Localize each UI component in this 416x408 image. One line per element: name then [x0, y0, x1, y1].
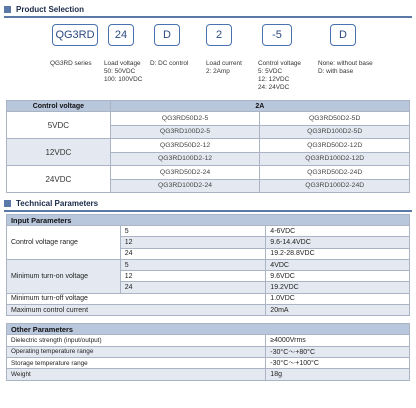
- code-box-load-voltage: 24: [108, 24, 134, 46]
- table-row: [7, 112, 410, 126]
- note-series: QG3RD series: [50, 60, 92, 67]
- model-cell: QG3RD100D2-12D: [260, 152, 410, 166]
- technical-table: [6, 214, 410, 381]
- model-cell: QG3RD100D2-24: [110, 179, 260, 193]
- table-row: [7, 139, 410, 153]
- param-label: Dielectric strength (input/output): [7, 335, 266, 346]
- model-cell: QG3RD100D2-5: [110, 125, 260, 139]
- param-key: 24: [120, 282, 266, 293]
- param-value: 4VDC: [266, 259, 410, 270]
- param-key: 5: [120, 226, 266, 237]
- param-key: 12: [120, 237, 266, 248]
- param-value: 19.2-28.8VDC: [266, 248, 410, 259]
- section-divider: [4, 210, 412, 212]
- note-control-voltage: Control voltage 5: 5VDC 12: 12VDC 24: 24VDC: [258, 60, 301, 91]
- table-row: [7, 305, 410, 316]
- param-label: Minimum turn-on voltage: [7, 259, 121, 293]
- model-cell: QG3RD50D2-24D: [260, 166, 410, 180]
- table-row: [7, 259, 410, 270]
- table-row: [7, 293, 410, 304]
- model-cell: QG3RD100D2-12: [110, 152, 260, 166]
- input-parameters-header: Input Parameters: [7, 215, 410, 226]
- table-row: [7, 226, 410, 237]
- code-box-control-voltage: -5: [262, 24, 292, 46]
- voltage-cell: 12VDC: [7, 139, 111, 166]
- param-label: Storage temperature range: [7, 357, 266, 368]
- note-load-current: Load current 2: 2Amp: [206, 60, 242, 75]
- note-base: None: without base D: with base: [318, 60, 373, 75]
- table-row: [7, 357, 410, 368]
- technical-parameters-heading: Technical Parameters: [4, 196, 98, 210]
- model-cell: QG3RD50D2-12: [110, 139, 260, 153]
- model-cell: QG3RD100D2-24D: [260, 179, 410, 193]
- param-key: 24: [120, 248, 266, 259]
- table-header-row: [7, 101, 410, 112]
- section-bullet-icon: [4, 200, 11, 207]
- param-label: Control voltage range: [7, 226, 121, 260]
- code-box-base: D: [330, 24, 356, 46]
- code-box-control-type: D: [154, 24, 180, 46]
- param-value: -30°C～+100°C: [266, 357, 410, 368]
- param-label: Weight: [7, 369, 266, 380]
- param-key: 12: [120, 271, 266, 282]
- note-load-voltage: Load voltage 50: 50VDC 100: 100VDC: [104, 60, 143, 83]
- voltage-cell: 5VDC: [7, 112, 111, 139]
- model-cell: QG3RD50D2-12D: [260, 139, 410, 153]
- spacer-row: [7, 316, 410, 324]
- param-label: Maximum control current: [7, 305, 266, 316]
- note-control-type: D: DC control: [150, 60, 189, 67]
- param-value: 9.6-14.4VDC: [266, 237, 410, 248]
- code-box-series: QG3RD: [52, 24, 98, 46]
- param-value: ≥4000Vrms: [266, 335, 410, 346]
- param-value: 9.6VDC: [266, 271, 410, 282]
- param-value: 18g: [266, 369, 410, 380]
- param-value: 4-6VDC: [266, 226, 410, 237]
- param-key: 5: [120, 259, 266, 270]
- product-selection-heading: Product Selection: [4, 2, 84, 16]
- param-label: Operating temperature range: [7, 346, 266, 357]
- model-cell: QG3RD50D2-5D: [260, 112, 410, 126]
- param-label: Minimum turn-off voltage: [7, 293, 266, 304]
- table-row: [7, 335, 410, 346]
- table-row: [7, 346, 410, 357]
- model-cell: QG3RD50D2-24: [110, 166, 260, 180]
- table-row: [7, 166, 410, 180]
- model-cell: QG3RD100D2-5D: [260, 125, 410, 139]
- code-box-load-current: 2: [206, 24, 232, 46]
- section-bullet-icon: [4, 6, 11, 13]
- other-parameters-header: Other Parameters: [7, 324, 410, 335]
- selection-table: [6, 100, 410, 193]
- header-control-voltage: Control voltage: [7, 101, 111, 112]
- voltage-cell: 24VDC: [7, 166, 111, 193]
- param-value: 20mA: [266, 305, 410, 316]
- param-value: 1.0VDC: [266, 293, 410, 304]
- header-current: 2A: [110, 101, 409, 112]
- section-divider: [4, 16, 412, 18]
- param-value: -30°C～+80°C: [266, 346, 410, 357]
- table-row: [7, 369, 410, 380]
- param-value: 19.2VDC: [266, 282, 410, 293]
- model-cell: QG3RD50D2-5: [110, 112, 260, 126]
